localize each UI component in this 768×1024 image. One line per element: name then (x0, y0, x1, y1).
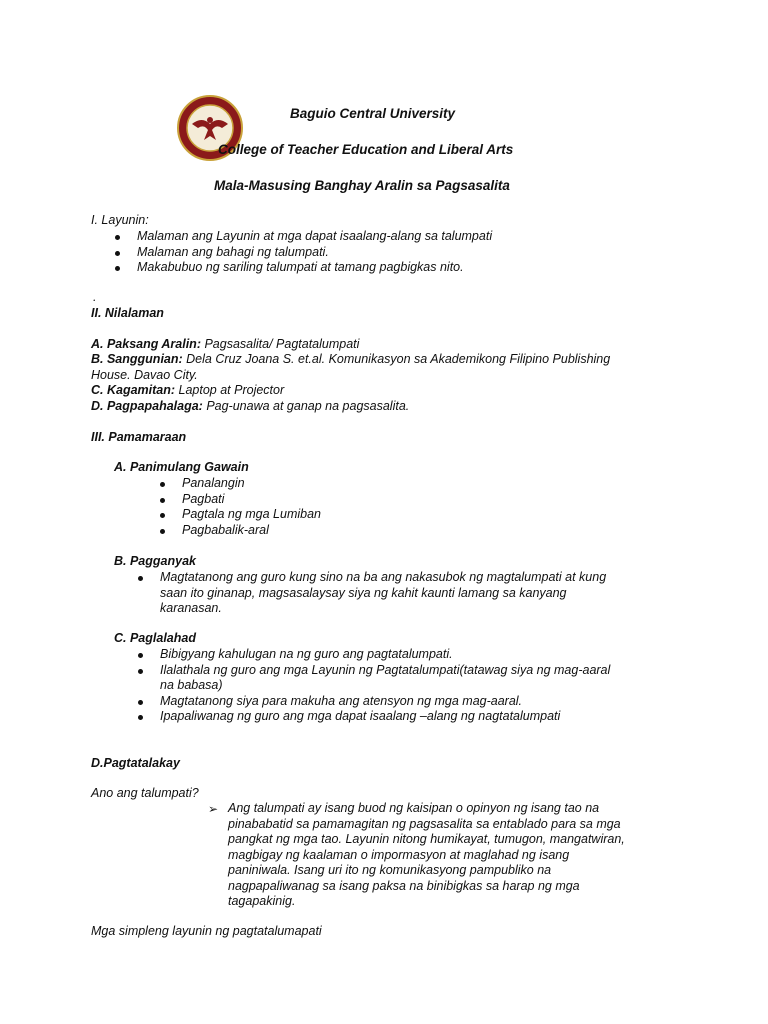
university-name: Baguio Central University (290, 106, 456, 121)
list-item: Malaman ang Layunin at mga dapat isaalang-alang sa talumpati (137, 229, 493, 243)
answer-line: tagapakinig. (228, 894, 296, 908)
pagganyak-heading: B. Pagganyak (114, 554, 196, 568)
arrow-bullet-icon: ➢ (208, 802, 219, 816)
answer-line: nagpapaliwanag sa isang paksa na binibigkas sa harap ng mga (228, 879, 580, 893)
list-item-cont: karanasan. (160, 601, 222, 615)
answer-line: paniniwala. Isang uri ito ng komunikasyong pampubliko na (228, 863, 552, 877)
list-item-cont: saan ito ginanap, magsasalaysay siya ng kahit kaunti lamang sa kanyang (160, 586, 567, 600)
kagamitan-line (91, 383, 284, 397)
sanggunian-value: Dela Cruz Joana S. et.al. Komunikasyon sa Akademikong Filipino Publishing (182, 352, 611, 366)
pagpapahalaga-line (91, 399, 409, 413)
kagamitan-value: Laptop at Projector (175, 383, 285, 397)
panimulang-gawain-heading: A. Panimulang Gawain (114, 460, 249, 474)
list-item: Pagbabalik-aral (182, 523, 269, 537)
footer-text: Mga simpleng layunin ng pagtatalumapati (91, 924, 322, 938)
answer-line: pinababatid sa pamamagitan ng pagsasalita sa entablado para sa mga (228, 817, 621, 831)
list-item: Magtatanong siya para makuha ang atensyon ng mga mag-aaral. (160, 694, 523, 708)
section-layunin-heading: I. Layunin: (91, 213, 149, 227)
pagtatalakay-heading: D.Pagtatalakay (91, 756, 180, 770)
sanggunian-label: B. Sanggunian: (91, 352, 183, 366)
list-item: Panalangin (182, 476, 245, 490)
list-item: Makabubuo ng sariling talumpati at tamang pagbigkas nito. (137, 260, 464, 274)
kagamitan-label: C. Kagamitan: (91, 383, 176, 397)
list-item: Malaman ang bahagi ng talumpati. (137, 245, 329, 259)
pagpapahalaga-value: Pag-unawa at ganap na pagsasalita. (202, 399, 410, 413)
lesson-plan-title: Mala-Masusing Banghay Aralin sa Pagsasalita (214, 178, 510, 193)
question-text: Ano ang talumpati? (91, 786, 199, 800)
paksang-aralin-line (91, 337, 359, 351)
paglalahad-heading: C. Paglalahad (114, 631, 196, 645)
list-item: Ipapaliwanag ng guro ang mga dapat isaalang –alang ng nagtatalumpati (160, 709, 561, 723)
list-item: Ilalathala ng guro ang mga Layunin ng Pagtatalumpati(tatawag siya ng mag-aaral (160, 663, 611, 677)
section-nilalaman-heading: II. Nilalaman (91, 306, 164, 320)
sanggunian-line (91, 352, 610, 366)
list-item: Pagtala ng mga Lumiban (182, 507, 321, 521)
college-name: College of Teacher Education and Liberal Arts (218, 142, 514, 157)
paksang-aralin-label: A. Paksang Aralin: (91, 337, 201, 351)
section-pamamaraan-heading: III. Pamamaraan (91, 430, 187, 444)
answer-line: pangkat ng mga tao. Layunin nitong humikayat, tumugon, mangatwiran, (228, 832, 625, 846)
stray-dot: . (93, 290, 97, 304)
paksang-aralin-value: Pagsasalita/ Pagtatalumpati (201, 337, 360, 351)
list-item: Magtatanong ang guro kung sino na ba ang nakasubok ng magtalumpati at kung (160, 570, 607, 584)
list-item-cont: na babasa) (160, 678, 223, 692)
list-item: Bibigyang kahulugan na ng guro ang pagtatalumpati. (160, 647, 453, 661)
sanggunian-value-cont: House. Davao City. (91, 368, 198, 382)
answer-line: magbigay ng kaalaman o impormasyon at maglahad ng isang (228, 848, 570, 862)
pagpapahalaga-label: D. Pagpapahalaga: (91, 399, 203, 413)
list-item: Pagbati (182, 492, 225, 506)
answer-line: Ang talumpati ay isang buod ng kaisipan o opinyon ng isang tao na (228, 801, 600, 815)
